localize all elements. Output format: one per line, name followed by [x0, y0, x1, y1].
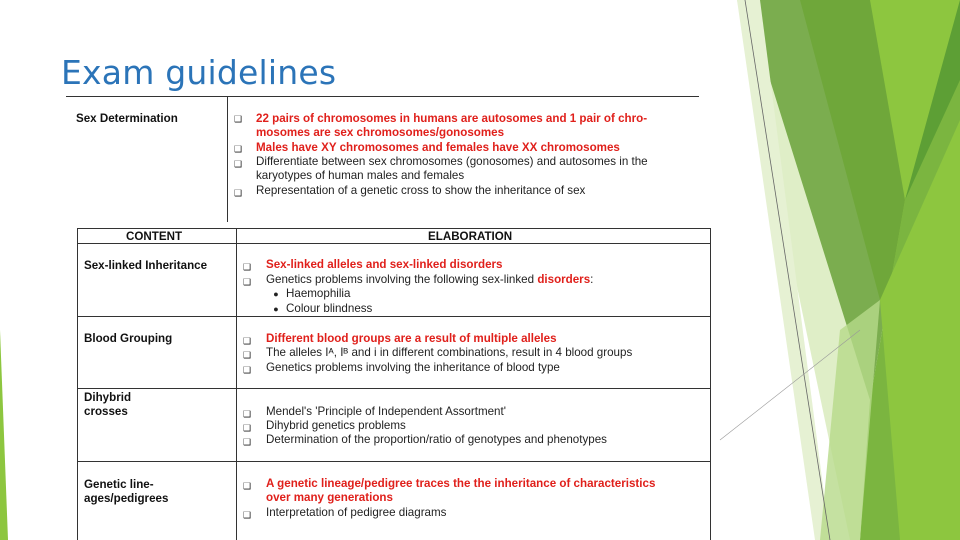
- row-label-dihybrid: crosses: [84, 405, 128, 418]
- elaboration-text: Genetics problems involving the inheritance of blood type: [266, 361, 560, 374]
- sub-item-text: Haemophilia: [286, 287, 351, 300]
- elaboration-text: The alleles Iᴬ, Iᴮ and i in different combinations, result in 4 blood groups: [266, 346, 633, 359]
- top-divider: [227, 96, 228, 222]
- top-item-text: Differentiate between sex chromosomes (gonosomes) and autosomes in the: [256, 155, 648, 168]
- row-label-dihybrid: Dihybrid: [84, 391, 132, 404]
- top-item: ❑: [234, 159, 243, 169]
- row-label-sex-linked: Sex-linked Inheritance: [84, 259, 208, 272]
- top-item-text: Representation of a genetic cross to show the inheritance of sex: [256, 184, 586, 197]
- elaboration-text: Interpretation of pedigree diagrams: [266, 506, 447, 519]
- slide-title: Exam guidelines: [61, 53, 337, 92]
- elaboration-header: ELABORATION: [428, 230, 513, 243]
- elaboration-text: A genetic lineage/pedigree traces the the inheritance of characteristics: [266, 477, 656, 490]
- top-item-text: 22 pairs of chromosomes in humans are autosomes and 1 pair of chro-: [256, 112, 648, 125]
- top-rule: [66, 96, 699, 97]
- top-item: ❑: [234, 144, 243, 154]
- elaboration-text: Dihybrid genetics problems: [266, 419, 406, 432]
- top-item: ❑: [234, 114, 243, 124]
- row-label-genetic-lineages: ages/pedigrees: [84, 492, 169, 505]
- content-header: CONTENT: [126, 230, 183, 243]
- elaboration-text: over many generations: [266, 491, 393, 504]
- exam-guidelines-document: Sex Determination ❑ 22 pairs of chromosomes in humans are autosomes and 1 pair of chro- mosomes are sex chromosomes/gonosomes ❑ Males have XY chromosomes and females have XX chromosomes ❑ Differentiate between sex chromosomes (gonosomes) and autosomes in the karyotypes of human males and females ❑ Representation of a genetic cross to show the inheritance of sex CONTENT ELABORATION Sex-linked Inheritance ❑ Sex-linked alleles and sex-linked disorders ❑ Genetics problems involving the following sex-linked disorders: ● Haemophilia ● Colour blindness Blood Grouping ❑ Different blood groups are a result of multiple alleles ❑ The alleles Iᴬ, Iᴮ and i in different combinations, result in 4 blood groups ❑ Genetics problems involving the inheritance of blood type Dihybrid crosses ❑ Mendel's 'Principle of Independent Assortment' ❑ Dihybrid genetics problems ❑ Determination of the proportion/ratio of genotypes and phenotypes Genetic line- ages/pedigrees ❑ A genetic lineage/pedigree traces the the inheritance of characteristics over many generations ❑ Interpretation of pedigree diagrams: [0, 0, 720, 540]
- elaboration-text: Determination of the proportion/ratio of genotypes and phenotypes: [266, 433, 607, 446]
- elaboration-text: Different blood groups are a result of multiple alleles: [266, 332, 557, 345]
- top-item-text: Males have XY chromosomes and females have XX chromosomes: [256, 141, 620, 154]
- elaboration-text: Sex-linked alleles and sex-linked disorders: [266, 258, 503, 271]
- top-item-text: mosomes are sex chromosomes/gonosomes: [256, 126, 505, 139]
- row-label-genetic-lineages: Genetic line-: [84, 478, 154, 491]
- sub-item-text: Colour blindness: [286, 302, 373, 315]
- elaboration-text: Genetics problems involving the following sex-linked disorders:: [266, 273, 594, 286]
- top-item: ❑: [234, 188, 243, 198]
- sex-determination-label: Sex Determination: [76, 112, 178, 125]
- elaboration-text: Mendel's 'Principle of Independent Assortment': [266, 405, 506, 418]
- row-label-blood-grouping: Blood Grouping: [84, 332, 173, 345]
- top-item-text: karyotypes of human males and females: [256, 169, 465, 182]
